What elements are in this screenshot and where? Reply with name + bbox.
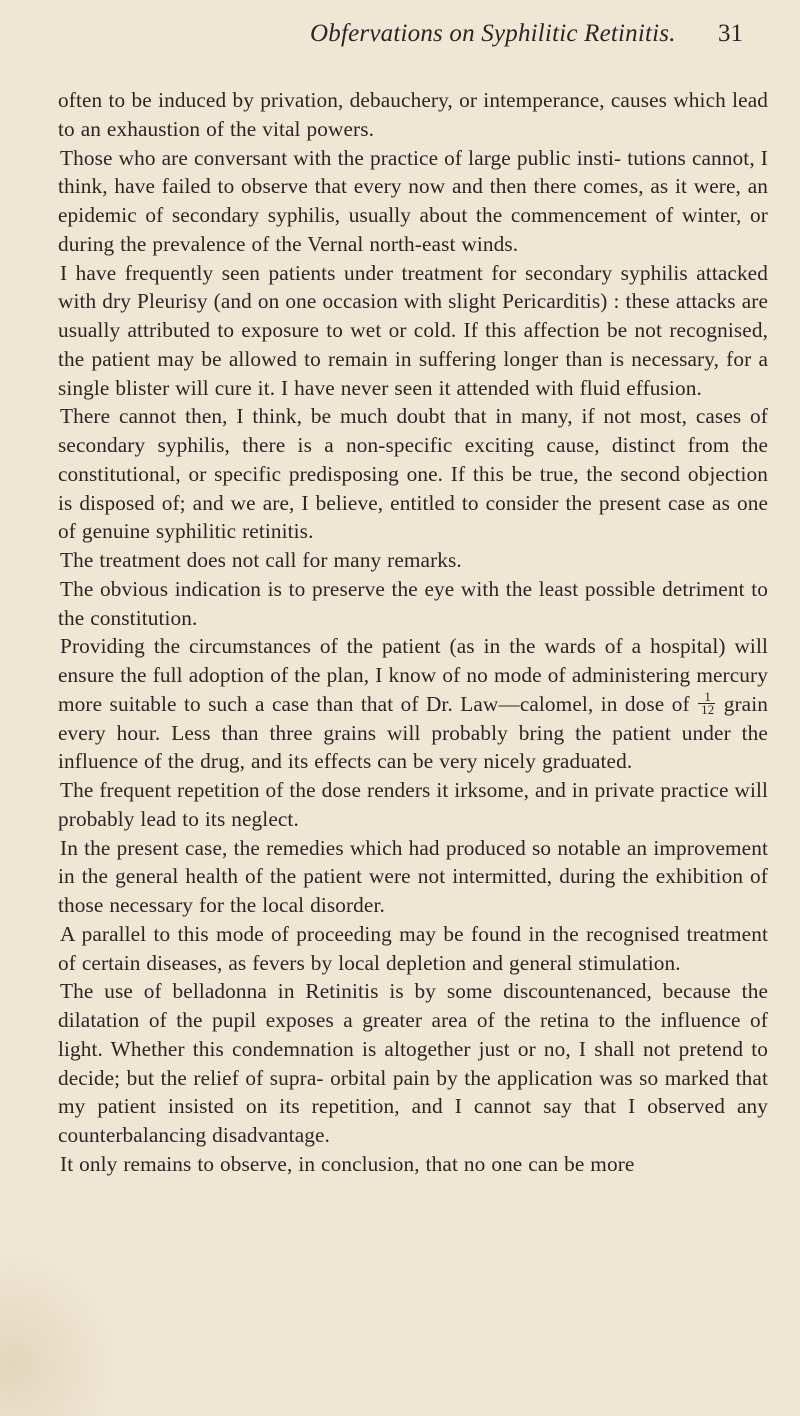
page-number: 31 [718,20,743,47]
paragraph-treatment: The treatment does not call for many remarks. [60,548,462,572]
paragraph-parallel: A parallel to this mode of proceeding may be found in the recognised treatment of certain diseases, as fevers by local depletion and general stimulation. [58,921,768,975]
calomel-text-after: grain every hour. Less than three grains will probably bring the patient under the influence of the drug, and its effects can be very nicely graduated. [58,691,768,774]
body-text [58,86,768,1179]
paragraph-repetition: The frequent repetition of the dose renders it irksome, and in private practice will probably lead to its neglect. [58,778,768,831]
paragraph-continuation: often to be induced by privation, debauchery, or intemperance, causes which lead to an exhaustion of the vital powers. [58,88,768,141]
paragraph-public-institutions: Those who are conversant with the practice of large public insti- tutions cannot, I think, have failed to observe that every now and then there comes, as it were, an epidemic of secondary syphilis, usually about the commencement of winter, or during the prevalence of the Vernal north-east winds. [58,145,768,256]
paragraph-remedies: In the present case, the remedies which had produced so notable an improvement in the general health of the patient were not intermitted, during the exhibition of those necessary for the local disorder. [58,835,768,917]
paragraph-calomel [58,632,768,776]
paragraph-exciting-cause: There cannot then, I think, be much doubt that in many, if not most, cases of secondary syphilis, there is a non-specific exciting cause, distinct from the constitutional, or specific predisposing one. If this be true, the second objection is disposed of; and we are, I believe, entitled to consider the present case as one of genuine syphilitic retinitis. [58,404,768,544]
paragraph-pleurisy: I have frequently seen patients under treatment for secondary syphilis attacked with dry Pleurisy (and on one occasion with slight Pericarditis) : these attacks are usually attributed to exposure to wet or cold. If this affection be not recognised, the patient may be allowed to remain in suffering longer than is necessary, for a single blister will cure it. I have never seen it attended with fluid effusion. [58,260,768,400]
running-head [0,14,800,54]
calomel-text-before: Providing the circumstances of the patient (as in the wards of a hospital) will ensure the full adoption of the plan, I know of no mode of administering mercury more suitable to such a case than that of Dr. Law—calomel, in dose of [58,634,768,716]
paper-stain [0,1250,120,1416]
paragraph-belladonna: The use of belladonna in Retinitis is by some discountenanced, because the dilatation of the pupil exposes a greater area of the retina to the influence of light. Whether this condemnation is altogether just or no, I shall not pretend to decide; but the relief of supra- orbital pain by the application was so marked that my patient insisted on its repetition, and I cannot say that I observed any counterbalancing disadvantage. [58,979,768,1147]
fraction-denominator: 12 [701,701,715,717]
fraction-numerator: 1 [698,691,715,704]
paragraph-conclusion: It only remains to observe, in conclusion, that no one can be more [60,1151,635,1176]
paragraph-indication: The obvious indication is to preserve the eye with the least possible detriment to the constitution. [58,576,768,630]
running-title: Obfervations on Syphilitic Retinitis. [310,20,676,47]
dose-fraction [698,688,715,717]
